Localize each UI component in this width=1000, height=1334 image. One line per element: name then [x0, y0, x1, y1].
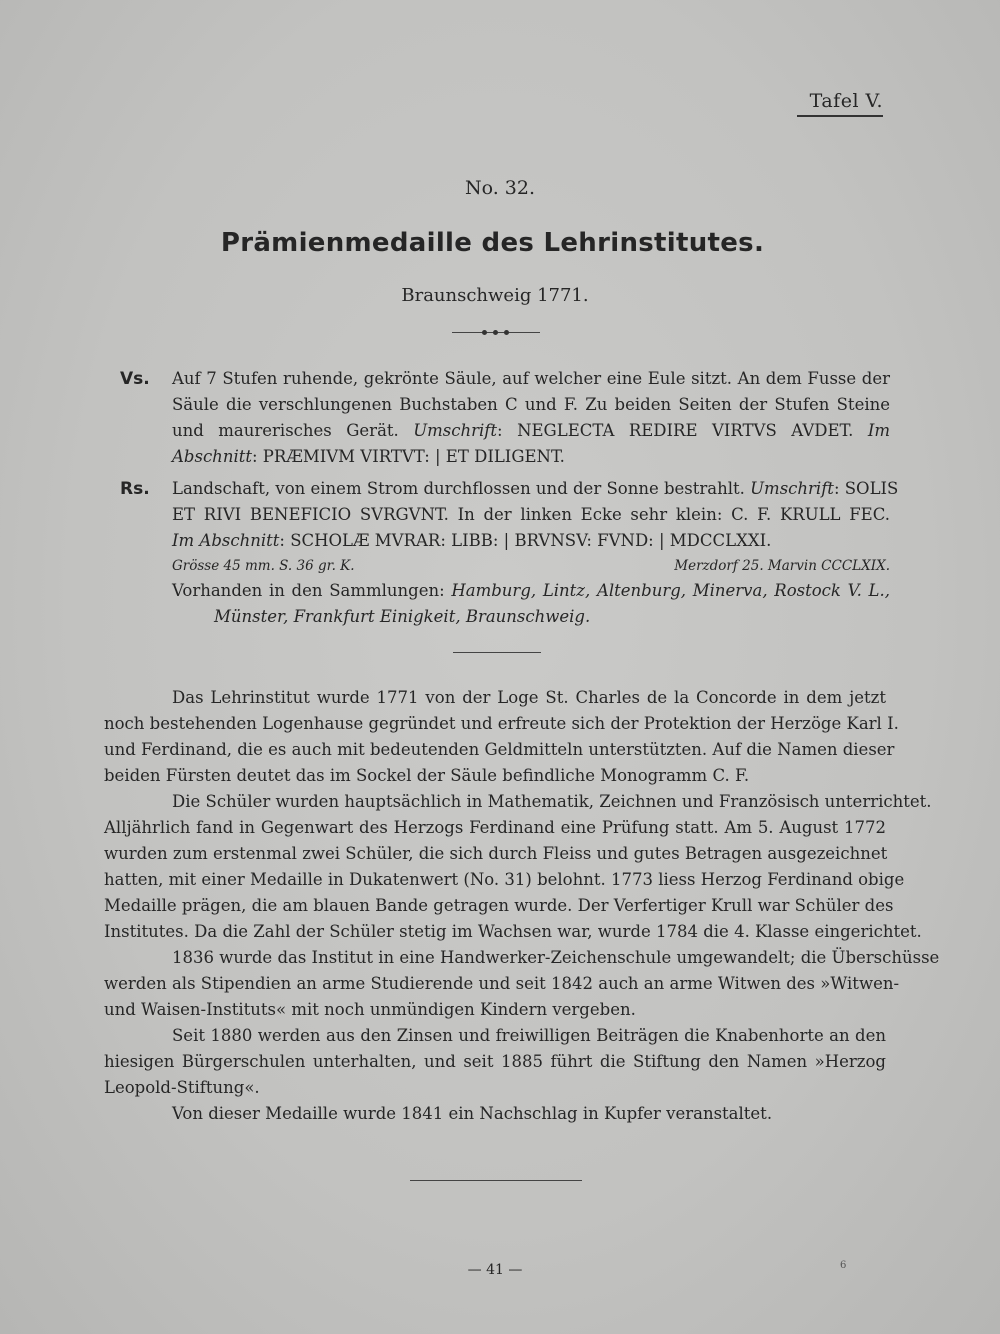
body-line: Die Schüler wurden hauptsächlich in Mathematik, Zeichnen und Französisch unterrichtet. [172, 792, 932, 811]
entry-number: No. 32. [464, 177, 536, 199]
body-line: Medaille prägen, die am blauen Bande getragen wurde. Der Verfertiger Krull war Schüler des [104, 896, 894, 915]
body-line: Leopold-Stiftung«. [104, 1078, 260, 1097]
place-date: Braunschweig 1771. [401, 285, 589, 306]
reverse-description [120, 476, 899, 630]
size-reference-line [172, 554, 890, 578]
collections-line: Münster, Frankfurt Einigkeit, Braunschweig. [214, 607, 591, 626]
reverse-line: Im Abschnitt: SCHOLÆ MVRAR: LIBB: | BRVNSV: FVND: | MDCCLXXI. [172, 531, 772, 550]
body-text [104, 685, 940, 1127]
body-line: werden als Stipendien an arme Studierende und seit 1842 auch an arme Witwen des »Witwen- [104, 974, 900, 993]
body-line: beiden Fürsten deutet das im Sockel der Säule befindliche Monogramm C. F. [104, 766, 750, 785]
obverse-line: Abschnitt: PRÆMIVM VIRTVT: | ET DILIGENT. [172, 447, 565, 466]
signature-mark: 6 [840, 1260, 847, 1271]
body-line: Alljährlich fand in Gegenwart des Herzogs Ferdinand eine Prüfung statt. Am 5. August 1772 [104, 818, 886, 837]
page-number: — 41 — [467, 1262, 523, 1278]
page-title: Prämienmedaille des Lehrinstitutes. [220, 228, 765, 258]
body-line: wurden zum erstenmal zwei Schüler, die sich durch Fleiss und gutes Betragen ausgezeichnet [104, 844, 888, 863]
body-line: hiesigen Bürgerschulen unterhalten, und seit 1885 führt die Stiftung den Namen »Herzog [104, 1052, 886, 1071]
body-line: Institutes. Da die Zahl der Schüler stetig im Wachsen war, wurde 1784 die 4. Klasse eingerichtet. [104, 922, 922, 941]
size-weight: Grösse 45 mm. S. 36 gr. K. [172, 558, 355, 574]
catalog-references: Merzdorf 25. Marvin CCCLXIX. [674, 558, 890, 574]
body-line: hatten, mit einer Medaille in Dukatenwert (No. 31) belohnt. 1773 liess Herzog Ferdinand obige [104, 870, 905, 889]
obverse-label: Vs. [120, 369, 150, 389]
reverse-line: ET RIVI BENEFICIO SVRGVNT. In der linken Ecke sehr klein: C. F. KRULL FEC. [172, 505, 890, 524]
section-divider [453, 652, 541, 653]
body-line: Das Lehrinstitut wurde 1771 von der Loge St. Charles de la Concorde in dem jetzt [172, 688, 886, 707]
reverse-line: Landschaft, von einem Strom durchflossen und der Sonne bestrahlt. Umschrift: SOLIS [172, 479, 899, 498]
obverse-line: Auf 7 Stufen ruhende, gekrönte Säule, auf welcher eine Eule sitzt. An dem Fusse der [172, 369, 890, 388]
footer-divider [410, 1180, 582, 1181]
collections-line: Vorhanden in den Sammlungen: Hamburg, Lintz, Altenburg, Minerva, Rostock V. L., [172, 581, 890, 600]
body-line: noch bestehenden Logenhause gegründet und erfreute sich der Protektion der Herzöge Karl I. [104, 714, 899, 733]
plate-label: Tafel V. [797, 90, 883, 117]
body-line: Seit 1880 werden aus den Zinsen und freiwilligen Beiträgen die Knabenhorte an den [172, 1026, 886, 1045]
body-line: Von dieser Medaille wurde 1841 ein Nachschlag in Kupfer veranstaltet. [172, 1104, 773, 1123]
obverse-description [120, 366, 890, 470]
obverse-line: Säule die verschlungenen Buchstaben C und F. Zu beiden Seiten der Stufen Steine [172, 395, 890, 414]
body-line: und Ferdinand, die es auch mit bedeutenden Geldmitteln unterstützten. Auf die Namen dieser [104, 740, 895, 759]
reverse-label: Rs. [120, 479, 150, 499]
body-line: 1836 wurde das Institut in eine Handwerker-Zeichenschule umgewandelt; die Überschüsse [172, 948, 940, 967]
obverse-line: und maurerisches Gerät. Umschrift: NEGLECTA REDIRE VIRTVS AVDET. Im [172, 421, 890, 440]
ornament-divider [452, 332, 540, 334]
body-line: und Waisen-Instituts« mit noch unmündigen Kindern vergeben. [104, 1000, 636, 1019]
